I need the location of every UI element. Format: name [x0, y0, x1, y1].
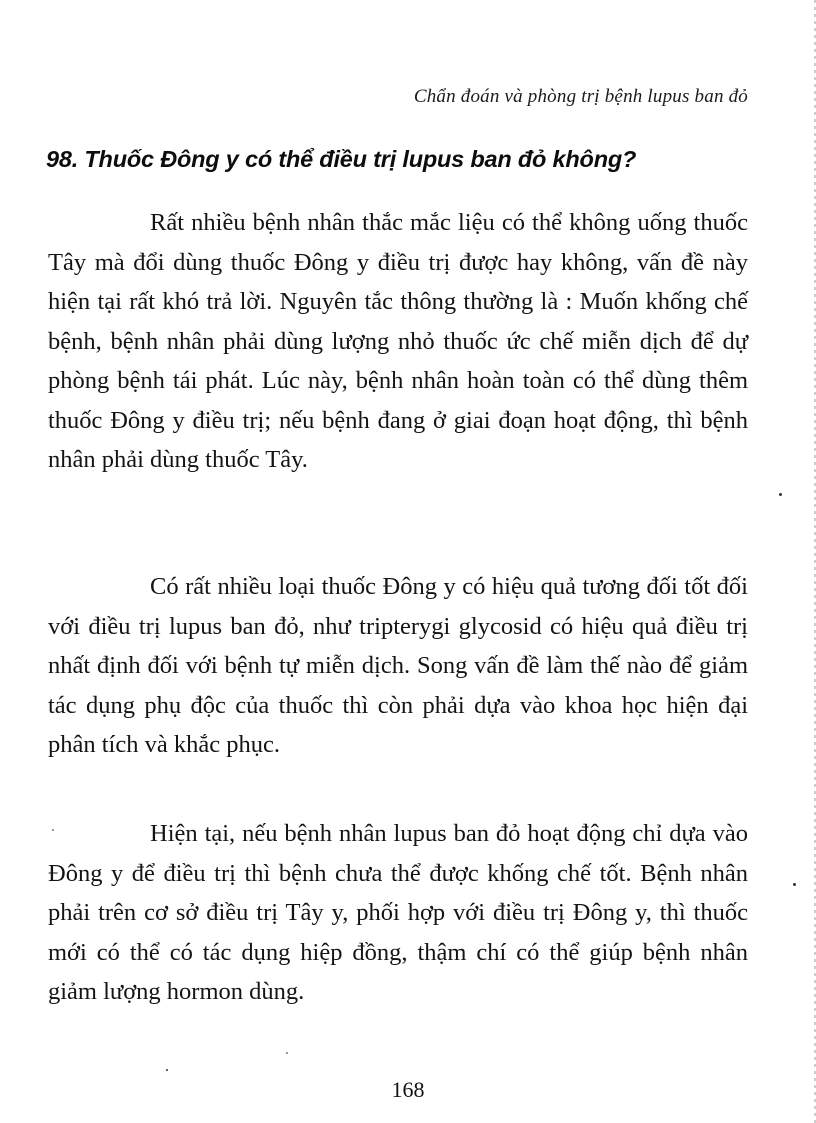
scan-speck: [779, 493, 782, 496]
scan-speck: [52, 829, 54, 831]
paragraph-3-block: [48, 814, 748, 1012]
paragraph-2-block: [48, 567, 748, 765]
page-number: 168: [391, 1077, 425, 1102]
paragraph-1-block: [48, 203, 748, 480]
question-title: 98. Thuốc Đông y có thể điều trị lupus ban đỏ không?: [46, 146, 637, 172]
paragraph-2: Có rất nhiều loại thuốc Đông y có hiệu quả tương đối tốt đối với điều trị lupus ban đỏ, như tripterygi glycosid có hiệu quả điều trị nhất định đối với bệnh tự miễn dịch. Song vấn đề làm thế nào để giảm tác dụng phụ độc của thuốc thì còn phải dựa vào khoa học hiện đại phân tích và khắc phục.: [48, 573, 748, 758]
paragraph-1: Rất nhiều bệnh nhân thắc mắc liệu có thể không uống thuốc Tây mà đổi dùng thuốc Đông y điều trị được hay không, vấn đề này hiện tại rất khó trả lời. Nguyên tắc thông thường là : Muốn khống chế bệnh, bệnh nhân phải dùng lượng nhỏ thuốc ức chế miễn dịch để dự phòng bệnh tái phát. Lúc này, bệnh nhân hoàn toàn có thể dùng thêm thuốc Đông y điều trị; nếu bệnh đang ở giai đoạn hoạt động, thì bệnh nhân phải dùng thuốc Tây.: [48, 209, 748, 473]
scan-speck: [286, 1052, 288, 1054]
paragraph-3: Hiện tại, nếu bệnh nhân lupus ban đỏ hoạt động chỉ dựa vào Đông y để điều trị thì bệnh chưa thể được khống chế tốt. Bệnh nhân phải trên cơ sở điều trị Tây y, phối hợp với điều trị Đông y, thì thuốc mới có thể có tác dụng hiệp đồng, thậm chí có thể giúp bệnh nhân giảm lượng hormon dùng.: [48, 820, 748, 1005]
scan-speck: [793, 883, 796, 886]
running-header: Chẩn đoán và phòng trị bệnh lupus ban đỏ: [413, 86, 748, 107]
scan-speck: [166, 1069, 168, 1071]
